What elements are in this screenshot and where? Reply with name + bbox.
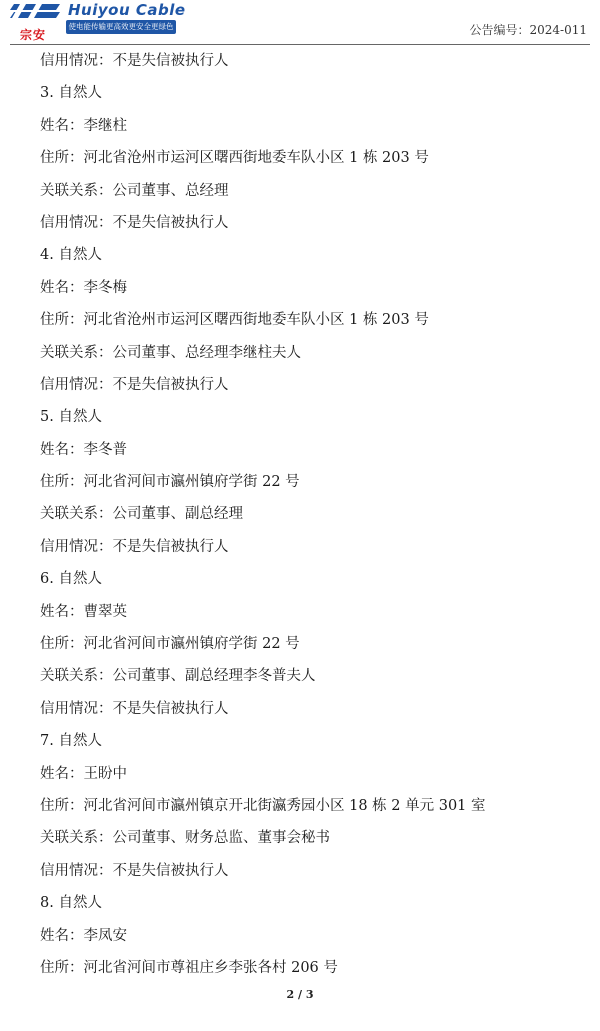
text-line: 信用情况：不是失信被执行人 <box>40 376 229 393</box>
text-line: 姓名：李冬普 <box>40 441 127 458</box>
logo-english-name: Huiyou Cable <box>68 1 186 19</box>
notice-number: 公告编号：2024-011 <box>469 23 587 37</box>
text-line: 信用情况：不是失信被执行人 <box>40 700 229 717</box>
text-line: 信用情况：不是失信被执行人 <box>40 538 229 555</box>
text-line: 关联关系：公司董事、副总经理 <box>40 506 243 523</box>
section-heading: 5. 自然人 <box>40 409 102 426</box>
page-header <box>0 0 600 46</box>
text-line: 关联关系：公司董事、总经理李继柱夫人 <box>40 344 301 361</box>
page-number: 2 / 3 <box>286 988 314 1001</box>
text-line: 姓名：李继柱 <box>40 117 127 134</box>
company-logo <box>10 1 186 42</box>
logo-chinese-name: 宗安 <box>20 28 47 42</box>
text-line: 信用情况：不是失信被执行人 <box>40 53 229 69</box>
document-body <box>40 45 580 984</box>
text-line: 住所：河北省河间市瀛州镇府学街 22 号 <box>40 636 300 653</box>
text-line: 关联关系：公司董事、财务总监、董事会秘书 <box>40 830 330 847</box>
logo-slogan: 使电能传输更高效更安全更绿色 <box>66 20 176 34</box>
text-line: 住所：河北省河间市尊祖庄乡李张各村 206 号 <box>40 959 338 976</box>
text-line: 姓名：王盼中 <box>40 765 127 782</box>
section-heading: 6. 自然人 <box>40 571 102 588</box>
text-line: 姓名：曹翠英 <box>40 603 127 620</box>
section-heading: 4. 自然人 <box>40 247 102 264</box>
text-line: 住所：河北省沧州市运河区曙西街地委车队小区 1 栋 203 号 <box>40 150 429 167</box>
text-line: 信用情况：不是失信被执行人 <box>40 214 229 231</box>
text-line: 住所：河北省河间市瀛州镇京开北街瀛秀园小区 18 栋 2 单元 301 室 <box>40 797 486 814</box>
section-heading: 8. 自然人 <box>40 895 102 912</box>
text-line: 关联关系：公司董事、副总经理李冬普夫人 <box>40 668 316 685</box>
text-line: 信用情况：不是失信被执行人 <box>40 862 229 879</box>
text-line: 姓名：李冬梅 <box>40 279 127 296</box>
text-line: 住所：河北省河间市瀛州镇府学街 22 号 <box>40 474 300 491</box>
text-line: 关联关系：公司董事、总经理 <box>40 182 229 199</box>
section-heading: 3. 自然人 <box>40 85 102 102</box>
text-line: 住所：河北省沧州市运河区曙西街地委车队小区 1 栋 203 号 <box>40 312 429 329</box>
section-heading: 7. 自然人 <box>40 733 102 750</box>
text-line: 姓名：李凤安 <box>40 927 127 944</box>
